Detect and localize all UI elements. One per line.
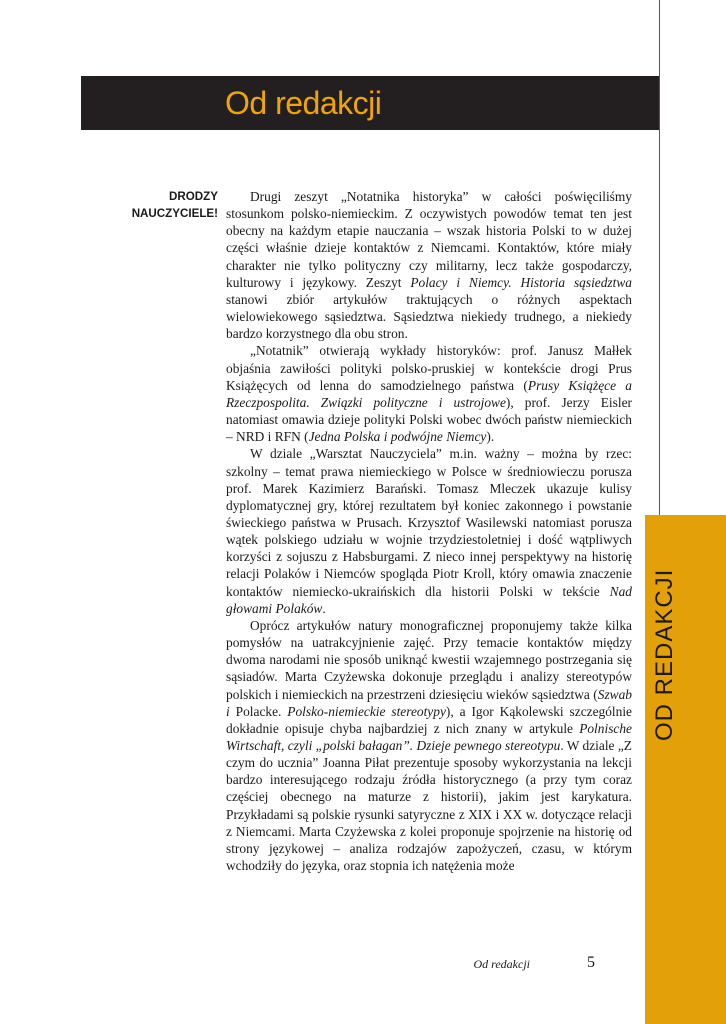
text-run: stanowi zbiór artykułów traktujących o różnych aspektach wielowiekowego sąsiedztwa. Sąsiedztwa niekiedy trudnego, a niekiedy bardzo korzystnego dla obu stron. bbox=[226, 291, 632, 342]
italic-title-run: Jedna Polska i podwójne Niemcy bbox=[308, 429, 487, 445]
side-tab-label: OD REDAKCJI bbox=[651, 568, 678, 742]
sidebar-heading bbox=[110, 188, 218, 222]
sidebar-heading-line2: NAUCZYCIELE! bbox=[131, 207, 218, 220]
italic-title-run: Nad głowami Polaków bbox=[226, 583, 632, 616]
italic-title-run: Polsko-niemieckie stereotypy bbox=[287, 703, 446, 719]
article-body bbox=[226, 188, 632, 874]
text-run: Drugi zeszyt „Notatnika historyka” w całości poświęciliśmy stosunkom polsko-niemieckim. Z oczywistych powodów temat ten jest obecny na każdym etapie nauczania – wszak historia Polski to w dużej części właśnie dzieje kontaktów z Niemcami. Kontaktów, które miały charakter nie tylko polityczny czy militarny, lecz także gospodarczy, kulturowy i językowy. Zeszyt bbox=[226, 189, 632, 290]
paragraph bbox=[226, 342, 632, 445]
header-band bbox=[81, 76, 659, 130]
italic-title-run: Polacy i Niemcy. Historia sąsiedztwa bbox=[410, 274, 632, 290]
page-title: Od redakcji bbox=[225, 85, 382, 121]
text-run: ), prof. Jerzy Eisler natomiast omawia dzieje polityki Polski wobec dwóch państw niemieckich – NRD i RFN ( bbox=[226, 394, 632, 445]
text-run: ). bbox=[486, 429, 495, 445]
paragraph bbox=[226, 188, 632, 342]
paragraph bbox=[226, 617, 632, 874]
text-run: Oprócz artykułów natury monograficznej proponujemy także kilka pomysłów na uatrakcyjnienie zajęć. Przy temacie kontaktów między dwoma narodami nie sposób uniknąć kwestii wzajemnego postrzegania się sąsiadów. Marta Czyżewska dokonuje przeglądu i analizy stereotypów polskich i niemieckich na przestrzeni dziesięciu wieków sąsiedztwa ( bbox=[226, 617, 632, 702]
text-run: ), a Igor Kąkolewski szczególnie dokładnie opisuje chyba najbardziej z nich znany w artykule bbox=[226, 703, 633, 736]
text-run: . bbox=[322, 600, 326, 616]
italic-title-run: Polnische Wirtschaft, czyli „polski bałagan”. Dzieje pewnego stereotypu bbox=[226, 720, 632, 753]
italic-title-run: Prusy Książęce a Rzeczpospolita. Związki polityczne i ustrojowe bbox=[226, 377, 633, 410]
paragraph bbox=[226, 445, 632, 617]
text-run: Polacke. bbox=[229, 703, 288, 719]
page-number: 5 bbox=[587, 954, 595, 971]
text-run: W dziale „Warsztat Nauczyciela” m.in. ważny – można by rzec: szkolny – temat prawa niemieckiego w Polsce w średniowieczu porusza prof. Marek Kazimierz Barański. Tomasz Mleczek ukazuje kulisy dyplomatycznej gry, której rezultatem był koniec zakonnego i powstanie świeckiego państwa w Prusach. Krzysztof Wasilewski natomiast porusza wątek polskiego udziału w wojnie trzydziestoletniej i dość wątpliwych korzyści z sojuszu z Habsburgami. Z nieco innej perspektywy na historię relacji Polaków i Niemców spogląda Piotr Kroll, który omawia znaczenie kontaktów niemiecko-ukraińskich dla historii Polski w tekście bbox=[226, 446, 632, 599]
footer-section-title: Od redakcji bbox=[473, 957, 530, 971]
page-edge-line bbox=[659, 0, 660, 515]
sidebar-heading-line1: DRODZY bbox=[169, 190, 218, 203]
italic-title-run: Szwab i bbox=[226, 686, 632, 719]
text-run: „Notatnik” otwierają wykłady historyków: prof. Janusz Małłek objaśnia zawiłości polityki polsko-pruskiej w kontekście drogi Prus Książęcych od lenna do samodzielnego państwa ( bbox=[226, 343, 632, 393]
text-run: . W dziale „Z czym do ucznia” Joanna Piłat prezentuje sposoby wykorzystania na lekcji bardzo interesującego rodzaju źródła historycznego (a przy tym coraz częściej obecnego na maturze z historii), jakim jest karykatura. Przykładami są polskie rysunki satyryczne z XIX i XX w. dotyczące relacji z Niemcami. Marta Czyżewska z kolei proponuje spojrzenie na historię od strony językowej – analiza rodzajów zapożyczeń, czasu, w którym wchodziły do języka, oraz stopnia ich natężenia może bbox=[226, 738, 632, 874]
